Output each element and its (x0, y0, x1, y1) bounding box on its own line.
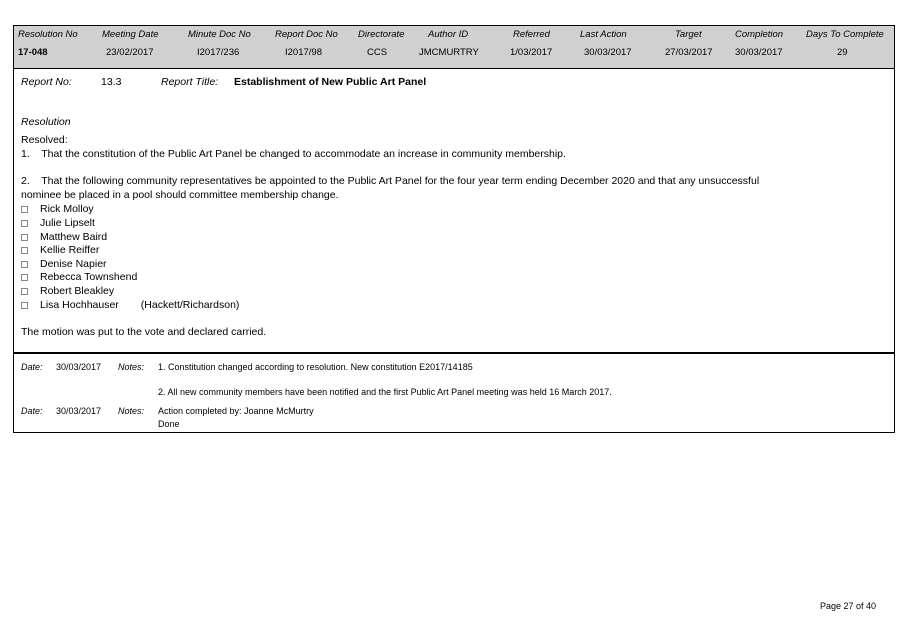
resolved-label: Resolved: (21, 134, 68, 146)
actions-section (13, 354, 895, 433)
action-note-line: 1. Constitution changed according to resolution. New constitution E2017/14185 (158, 362, 473, 372)
member-name: Rick Molloy (40, 203, 94, 215)
action-note-line: Action completed by: Joanne McMurtry (158, 406, 314, 416)
list-item (21, 285, 114, 297)
header-value-completion: 30/03/2017 (735, 47, 783, 58)
header-value-report-doc-no: I2017/98 (285, 47, 322, 58)
header-label-meeting-date: Meeting Date (102, 29, 159, 40)
list-item (21, 258, 107, 270)
bullet-icon (21, 274, 28, 281)
member-name: Robert Bleakley (40, 285, 115, 297)
member-name: Lisa Hochhauser (40, 299, 119, 311)
list-item (21, 217, 95, 229)
header-label-report-doc-no: Report Doc No (275, 29, 338, 40)
list-item (21, 231, 107, 243)
action-date: 30/03/2017 (56, 362, 102, 372)
header-value-last-action: 30/03/2017 (584, 47, 632, 58)
header-value-author-id: JMCMURTRY (419, 47, 479, 58)
header-label-author-id: Author ID (428, 29, 469, 40)
header-value-directorate: CCS (367, 47, 388, 58)
member-name: Rebecca Townshend (40, 271, 138, 283)
action-note-line: 2. All new community members have been notified and the first Public Art Panel meeting was held 16 March 2017. (158, 387, 612, 397)
header-value-referred: 1/03/2017 (510, 47, 553, 58)
page-number: Page 27 of 40 (820, 601, 877, 611)
report-title-label: Report Title: (161, 76, 219, 88)
header-value-resolution-no: 17-048 (18, 47, 48, 58)
list-item (21, 299, 239, 311)
header-value-target: 27/03/2017 (665, 47, 713, 58)
bullet-icon (21, 234, 28, 241)
header-label-referred: Referred (513, 29, 550, 40)
report-no: 13.3 (101, 76, 122, 88)
bullet-icon (21, 288, 28, 295)
resolution-item-1: 1. That the constitution of the Public Art Panel be changed to accommodate an increase in community membership. (21, 148, 566, 160)
resolution-body (13, 69, 895, 354)
member-name: Kellie Reiffer (40, 244, 100, 256)
action-date: 30/03/2017 (56, 406, 102, 416)
header-value-meeting-date: 23/02/2017 (106, 47, 154, 58)
header-value-days-to-complete: 29 (837, 47, 848, 58)
resolution-header (13, 25, 895, 69)
list-item (21, 244, 99, 256)
member-name: Julie Lipselt (40, 217, 95, 229)
action-notes-label: Notes: (118, 406, 145, 416)
list-item (21, 271, 137, 283)
member-name: Matthew Baird (40, 231, 108, 243)
member-name: Denise Napier (40, 258, 107, 270)
bullet-icon (21, 261, 28, 268)
bullet-icon (21, 302, 28, 309)
action-notes-label: Notes: (118, 362, 145, 372)
report-title: Establishment of New Public Art Panel (234, 76, 427, 88)
list-item (21, 203, 94, 215)
header-label-minute-doc-no: Minute Doc No (188, 29, 251, 40)
mover-seconder: (Hackett/Richardson) (140, 299, 240, 311)
action-date-label: Date: (21, 362, 43, 372)
header-label-last-action: Last Action (580, 29, 627, 40)
motion-result: The motion was put to the vote and declared carried. (21, 326, 267, 338)
header-label-directorate: Directorate (358, 29, 405, 40)
header-value-minute-doc-no: I2017/236 (197, 47, 240, 58)
header-label-completion: Completion (735, 29, 784, 40)
action-note-line: Done (158, 419, 180, 429)
header-label-resolution-no: Resolution No (18, 29, 78, 40)
report-no-label: Report No: (21, 76, 72, 88)
bullet-icon (21, 247, 28, 254)
action-date-label: Date: (21, 406, 43, 416)
header-label-days-to-complete: Days To Complete (806, 29, 884, 40)
resolution-item-2-line-1: 2. That the following community representatives be appointed to the Public Art Panel for the four year term ending December 2020 and that any unsuccessful (21, 175, 760, 187)
resolution-item-2-line-2: nominee be placed in a pool should committee membership change. (21, 189, 339, 201)
resolution-heading: Resolution (21, 116, 71, 128)
header-label-target: Target (675, 29, 702, 40)
bullet-icon (21, 220, 28, 227)
bullet-icon (21, 206, 28, 213)
